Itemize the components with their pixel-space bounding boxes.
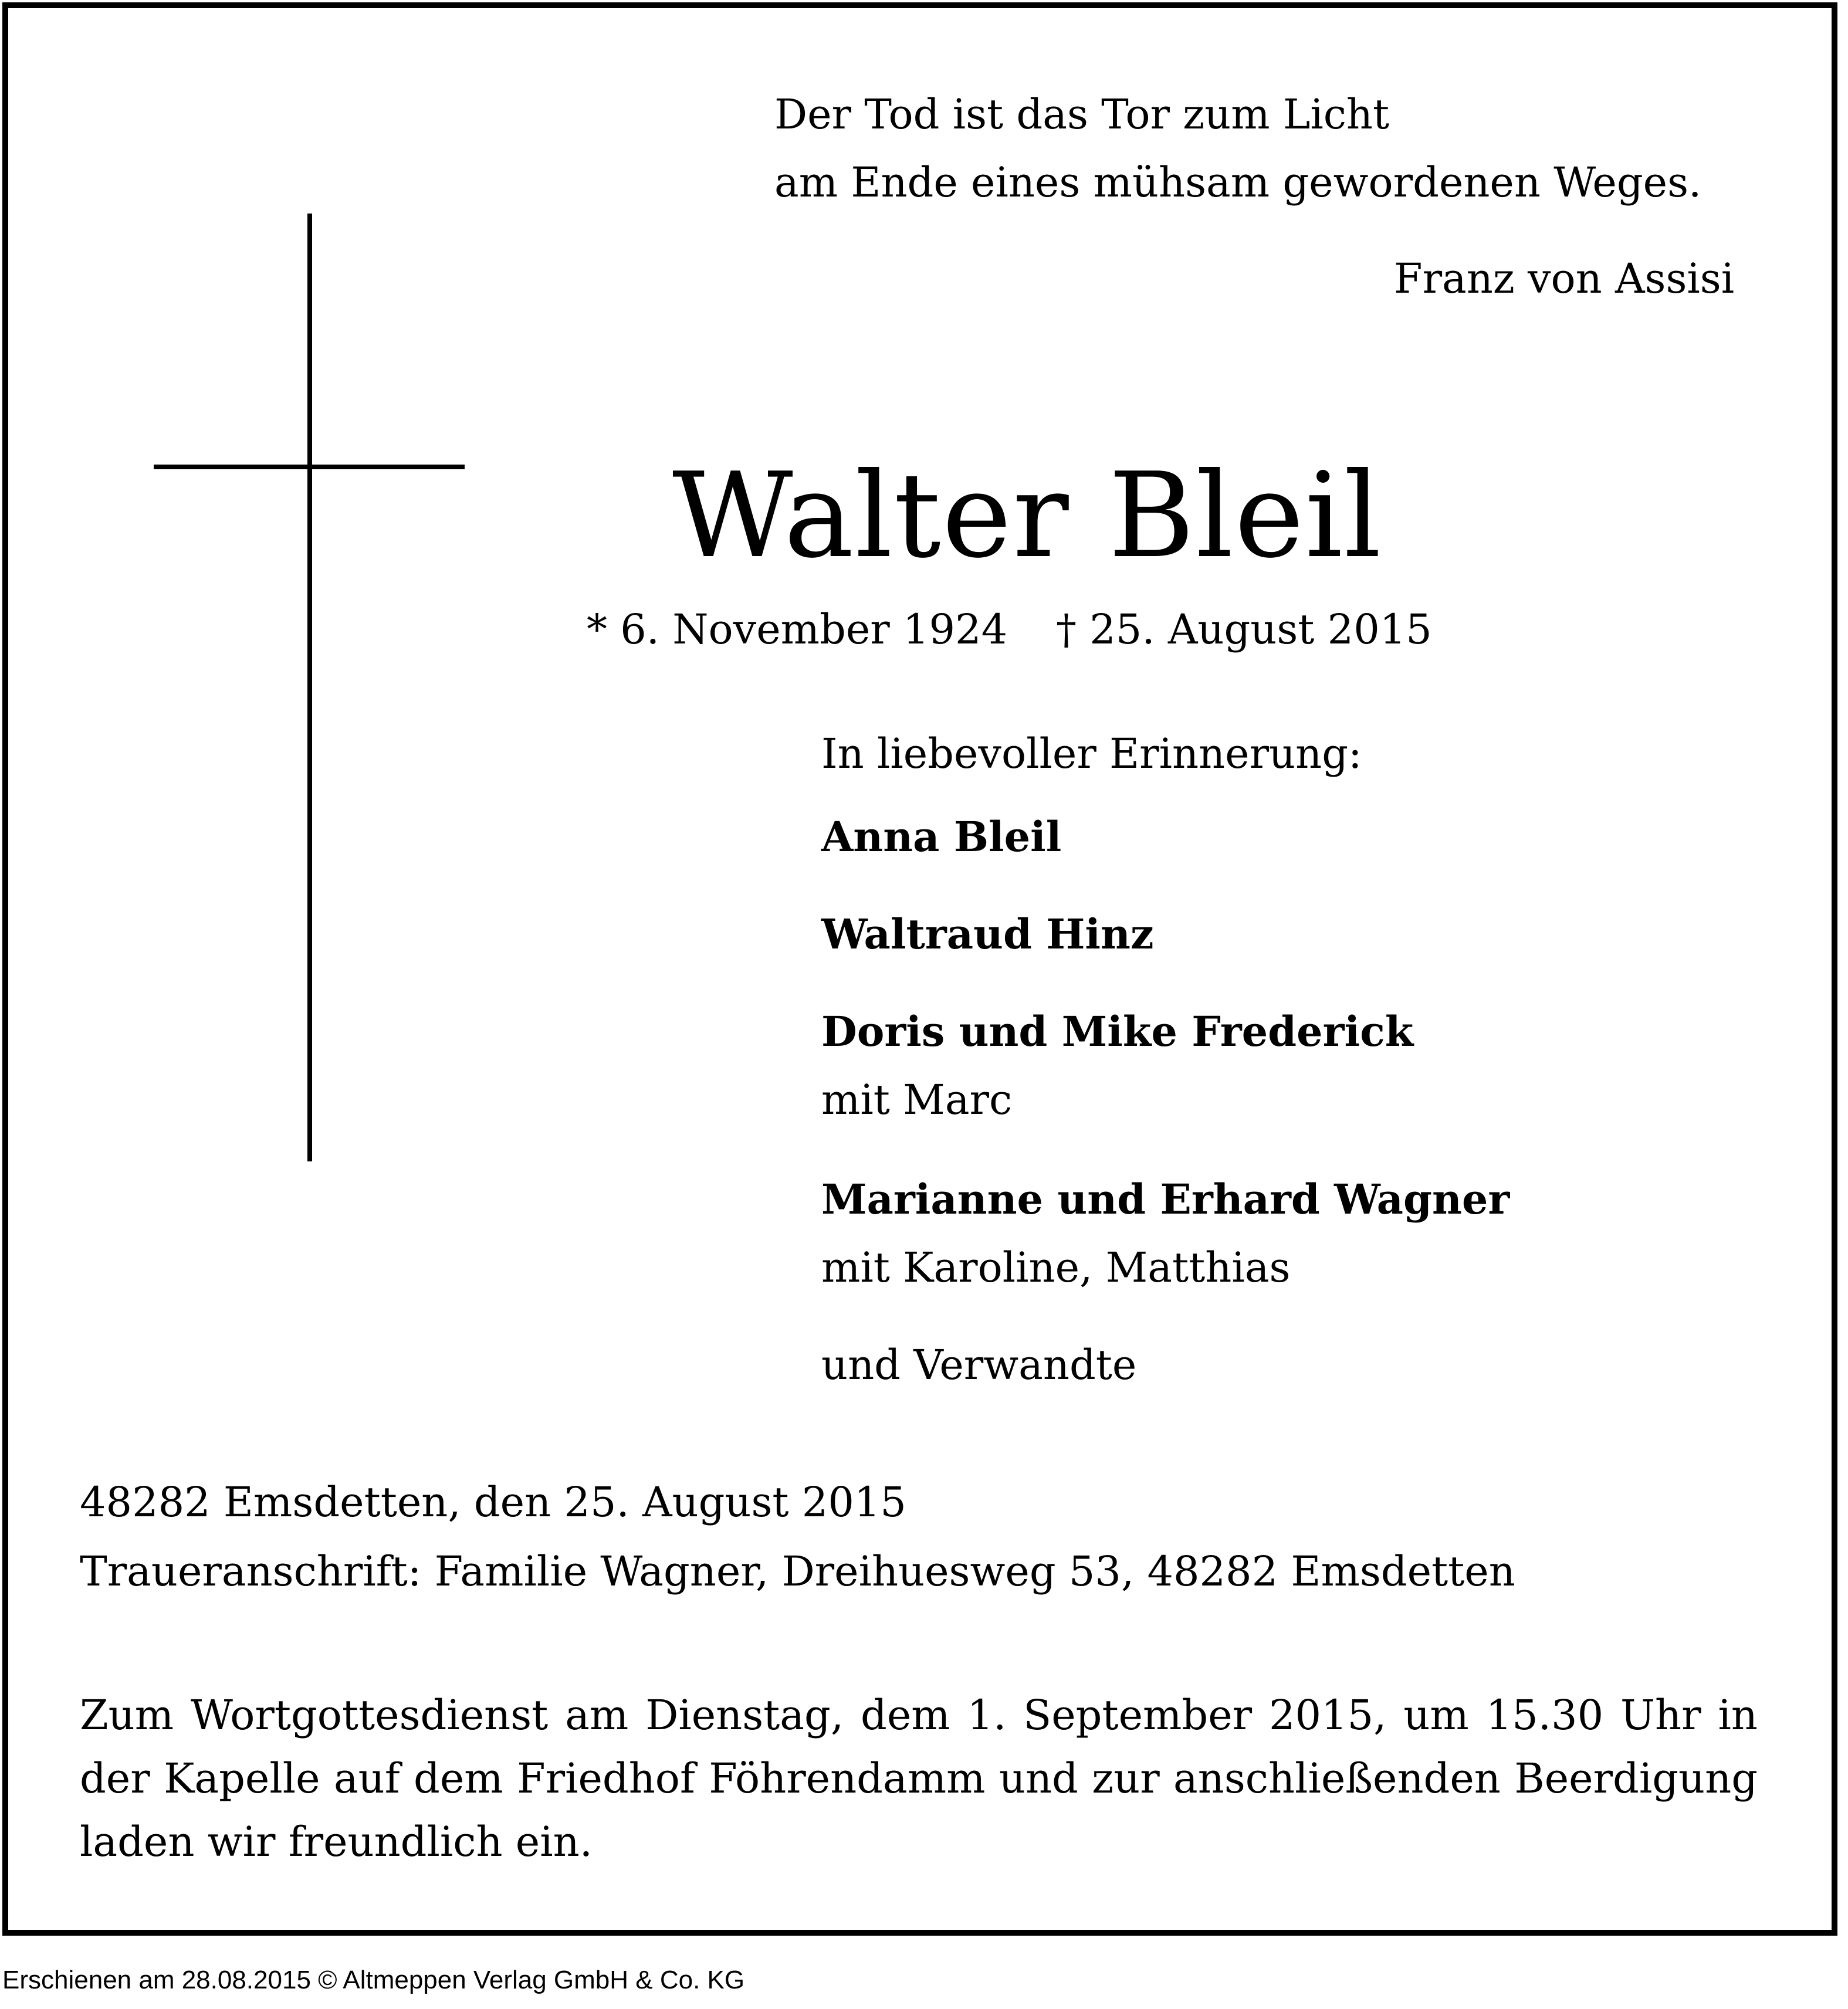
mourner-name: Marianne und Erhard Wagner (821, 1175, 1510, 1224)
motto-line-2: am Ende eines mühsam gewordenen Weges. (774, 158, 1702, 206)
publication-footer: Erschienen am 28.08.2015 © Altmeppen Verlag GmbH & Co. KG (2, 1966, 745, 1994)
mourner-name: Waltraud Hinz (821, 910, 1154, 958)
mourners-intro: In liebevoller Erinnerung: (821, 730, 1362, 778)
mourner-sub: mit Karoline, Matthias (821, 1244, 1291, 1292)
cross-horizontal-bar (154, 465, 465, 469)
motto-line-1: Der Tod ist das Tor zum Licht (774, 90, 1390, 138)
mourners-closing: und Verwandte (821, 1341, 1137, 1389)
death-date: † 25. August 2015 (1056, 605, 1432, 653)
motto-author: Franz von Assisi (1394, 255, 1735, 303)
service-notice: Zum Wortgottesdienst am Dienstag, dem 1. September 2015, um 15.30 Uhr in der Kapelle auf dem Friedhof Föhrendamm und zur anschließenden Beerdigung laden wir freundlich ein. (80, 1691, 1758, 1866)
place-date: 48282 Emsdetten, den 25. August 2015 (80, 1478, 906, 1526)
deceased-name: Walter Bleil (672, 448, 1383, 584)
birth-date: * 6. November 1924 (587, 605, 1008, 653)
mourning-address: Traueranschrift: Familie Wagner, Dreihuesweg 53, 48282 Emsdetten (80, 1547, 1515, 1595)
mourner-sub: mit Marc (821, 1076, 1013, 1124)
mourner-name: Anna Bleil (821, 812, 1062, 861)
cross-vertical-bar (307, 214, 312, 1161)
mourner-name: Doris und Mike Frederick (821, 1007, 1414, 1056)
